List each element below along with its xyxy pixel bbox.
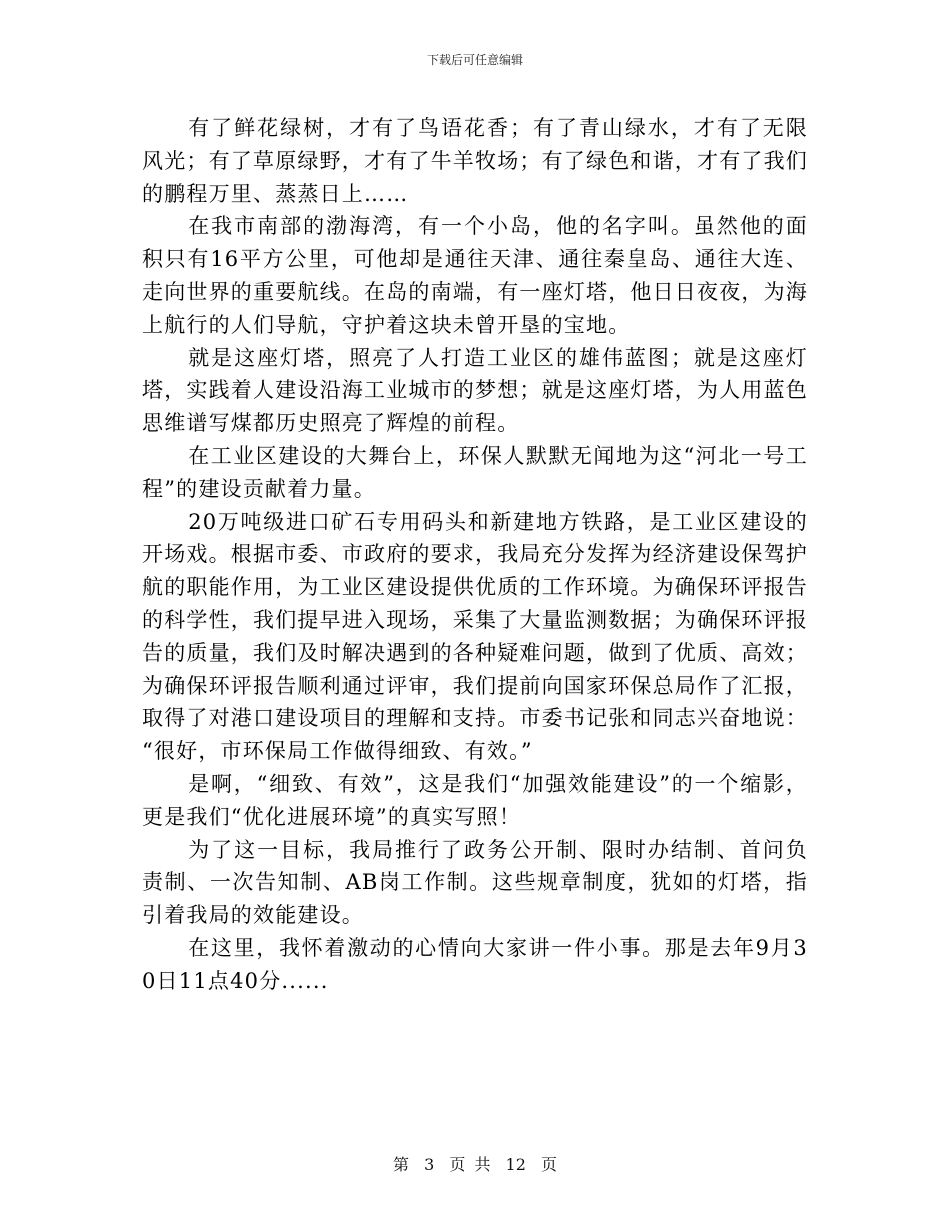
page-header bbox=[0, 52, 950, 68]
paragraph-7: 是啊，“细致、有效”，这是我们“加强效能建设”的一个缩影，更是我们“优化进展环境”的真实写照！ bbox=[142, 771, 808, 829]
paragraph-4: 在工业区建设的大舞台上，环保人默默无闻地为这“河北一号工程”的建设贡献着力量。 bbox=[142, 443, 808, 501]
footer-total-pages: 12 bbox=[505, 1155, 526, 1174]
paragraph-8: 为了这一目标，我局推行了政务公开制、限时办结制、首问负责制、一次告知制、AB岗工作制。这些规章制度，犹如的灯塔，指引着我局的效能建设。 bbox=[142, 837, 808, 928]
paragraph-6-quote: “很好，市环保局工作做得细致、有效。” bbox=[142, 739, 533, 764]
footer-middle: 页 共 bbox=[449, 1155, 491, 1174]
paragraph-5: 20万吨级进口矿石专用码头和新建地方铁路，是工业区建设的开场戏。根据市委、市政府的要求，我局充分发挥为经济建设保驾护航的职能作用，为工业区建设提供优质的工作环境。为确保环评报告的科学性，我们提早进入现场，采集了大量监测数据；为确保环评报告的质量，我们及时解决遇到的各种疑难问题，做到了优质、高效；为确保环评报告顺利通过评审，我们提前向国家环保总局作了汇报，取得了对港口建设项目的理解和支持。市委书记张和同志兴奋地说： bbox=[142, 509, 808, 731]
paragraph-1: 有了鲜花绿树，才有了鸟语花香；有了青山绿水，才有了无限风光；有了草原绿野，才有了牛羊牧场；有了绿色和谐，才有了我们的鹏程万里、蒸蒸日上…… bbox=[142, 116, 808, 206]
paragraph-2: 在我市南部的渤海湾，有一个小岛，他的名字叫。虽然他的面积只有16平方公里，可他却是通往天津、通往秦皇岛、通往大连、走向世界的重要航线。在岛的南端，有一座灯塔，他日日夜夜，为海上航行的人们导航，守护着这块未曾开垦的宝地。 bbox=[142, 214, 808, 337]
document-body bbox=[142, 112, 808, 998]
header-note: 下载后可任意编辑 bbox=[426, 53, 523, 67]
footer-prefix: 第 bbox=[392, 1155, 409, 1174]
paragraph-3: 就是这座灯塔，照亮了人打造工业区的雄伟蓝图；就是这座灯塔，实践着人建设沿海工业城市的梦想；就是这座灯塔，为人用蓝色思维谱写煤都历史照亮了辉煌的前程。 bbox=[142, 345, 808, 436]
paragraph-9: 在这里，我怀着激动的心情向大家讲一件小事。那是去年9月30日11点40分...... bbox=[142, 935, 808, 993]
footer-suffix: 页 bbox=[541, 1155, 558, 1174]
footer-current-page: 3 bbox=[424, 1155, 435, 1174]
page-footer bbox=[0, 1154, 950, 1176]
